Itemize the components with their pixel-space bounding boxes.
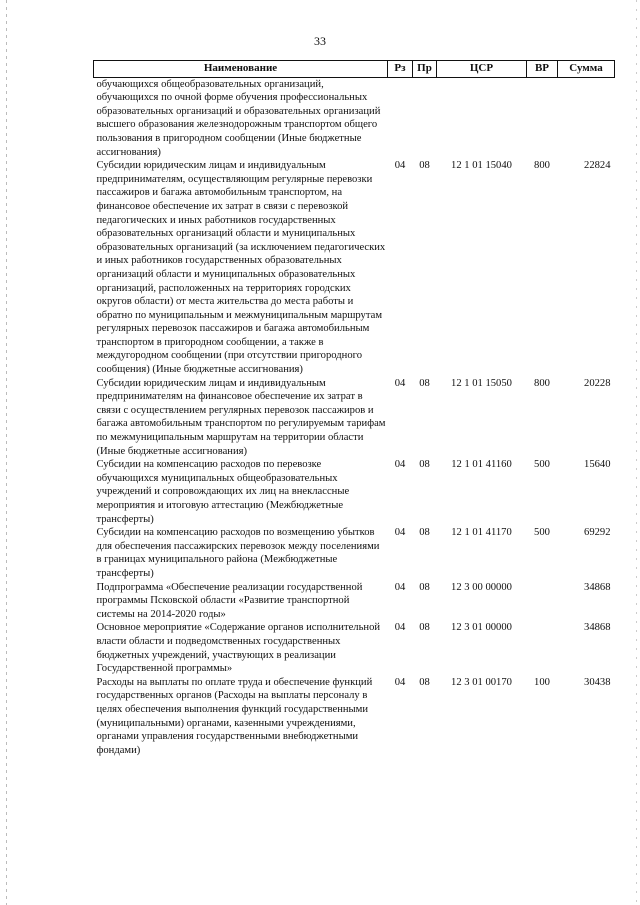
cell-pr: 08	[419, 676, 430, 688]
cell-sum: 15640	[584, 459, 611, 471]
cell-vr	[527, 581, 558, 622]
cell-vr: 500	[534, 459, 550, 471]
cell-csr: 12 3 01 00000	[451, 622, 512, 634]
table-row	[94, 526, 615, 580]
cell-vr: 100	[534, 676, 550, 688]
cell-csr: 12 3 01 00170	[451, 676, 512, 688]
cell-csr: 12 3 00 00000	[451, 581, 512, 593]
cell-vr: 800	[534, 160, 550, 172]
cell-name: Основное мероприятие «Содержание органов исполнительной власти области и подведомственных государственных бюджетных учреждений, участвующих в реализации Государственной программы»	[96, 622, 381, 675]
header-vr: ВР	[527, 61, 558, 78]
cell-sum: 34868	[584, 581, 611, 593]
cell-name: Расходы на выплаты по оплате труда и обеспечение функций государственных органов (Расходы на выплаты персоналу в целях обеспечения выполнения функций государственными (муниципальными) органами, казенными учреждениями, органами управления государственными внебюджетными фондами)	[96, 676, 373, 756]
cell-sum: 30438	[584, 676, 611, 688]
table-row	[94, 159, 615, 377]
scan-edge-right	[636, 0, 637, 905]
table-row	[94, 377, 615, 459]
header-csr: ЦСР	[437, 61, 527, 78]
cell-name: Субсидии юридическим лицам и индивидуальным предпринимателям, осуществляющим регулярные перевозки пассажиров и багажа автомобильным транспортом, на финансовое обеспечение их затрат в связи с перевозкой педагогических и иных работников государственных образовательных организаций области и муниципальных образовательных организаций (за исключением педагогических и иных работников государственных образовательных организаций области и муниципальных образовательных организаций, расположенных на территориях городских округов области) от места жительства до места работы и обратно по муниципальным и межмуниципальным маршрутам регулярных перевозок пассажиров и багажа автомобильным транспортом в пригородном сообщении, а также в междугородном сообщении (при отсутствии пригородного сообщения) (Иные бюджетные ассигнования)	[96, 160, 386, 376]
cell-rz: 04	[394, 459, 406, 471]
cell-pr: 08	[419, 459, 430, 471]
cell-csr	[437, 77, 527, 159]
cell-pr: 08	[419, 581, 430, 593]
cell-rz: 04	[394, 676, 406, 688]
header-rz: Рз	[388, 61, 413, 78]
cell-name: Субсидии на компенсацию расходов по возмещению убытков для обеспечения пассажирских перевозок между поселениями в границах муниципального района (Межбюджетные трансферты)	[96, 527, 380, 579]
cell-rz	[388, 77, 413, 159]
cell-csr: 12 1 01 15040	[451, 160, 512, 172]
table-row	[94, 77, 615, 159]
page-number: 33	[314, 34, 326, 48]
cell-sum: 20228	[584, 377, 611, 389]
cell-pr	[413, 77, 437, 159]
cell-vr	[527, 621, 558, 675]
budget-table	[93, 60, 615, 757]
cell-sum: 69292	[584, 527, 611, 539]
cell-sum: 22824	[584, 160, 611, 172]
table-row	[94, 458, 615, 526]
cell-rz: 04	[394, 527, 406, 539]
cell-pr: 08	[419, 622, 430, 634]
table-row	[94, 581, 615, 622]
table-row	[94, 621, 615, 675]
cell-rz: 04	[394, 160, 406, 172]
header-sum: Сумма	[558, 61, 615, 78]
cell-vr: 500	[534, 527, 550, 539]
cell-name: обучающихся общеобразовательных организаций, обучающихся по очной форме обучения профессиональных образовательных организаций и образовательных организаций высшего образования железнодорожным транспортом общего пользования в пригородном сообщении (Иные бюджетные ассигнования)	[96, 78, 381, 158]
cell-vr: 800	[534, 377, 550, 389]
cell-rz: 04	[394, 377, 406, 389]
cell-pr: 08	[419, 527, 430, 539]
header-pr: Пр	[413, 61, 437, 78]
cell-name: Субсидии юридическим лицам и индивидуальным предпринимателям на финансовое обеспечение их затрат в связи с осуществлением регулярных перевозок пассажиров и багажа автомобильным транспортом по регулируемым тарифам по межмуниципальным маршрутам на территории области (Иные бюджетные ассигнования)	[96, 377, 386, 457]
cell-csr: 12 1 01 41160	[451, 459, 512, 471]
cell-name: Субсидии на компенсацию расходов по перевозке обучающихся муниципальных общеобразовательных учреждений и сопровождающих их лиц на внеклассные мероприятия и итоговую аттестацию (Межбюджетные трансферты)	[96, 459, 350, 525]
cell-sum	[558, 77, 615, 159]
cell-rz: 04	[394, 581, 406, 593]
cell-pr: 08	[419, 160, 430, 172]
header-name: Наименование	[94, 61, 388, 78]
cell-pr: 08	[419, 377, 430, 389]
cell-sum: 34868	[584, 622, 611, 634]
cell-name: Подпрограмма «Обеспечение реализации государственной программы Псковской области «Развитие транспортной системы на 2014-2020 годы»	[96, 581, 363, 620]
scan-edge-left	[6, 0, 7, 905]
table-row	[94, 676, 615, 758]
table-body	[94, 77, 615, 757]
cell-csr: 12 1 01 15050	[451, 377, 512, 389]
cell-rz: 04	[394, 622, 406, 634]
table-header-row	[94, 61, 615, 78]
cell-csr: 12 1 01 41170	[451, 527, 512, 539]
cell-vr	[527, 77, 558, 159]
